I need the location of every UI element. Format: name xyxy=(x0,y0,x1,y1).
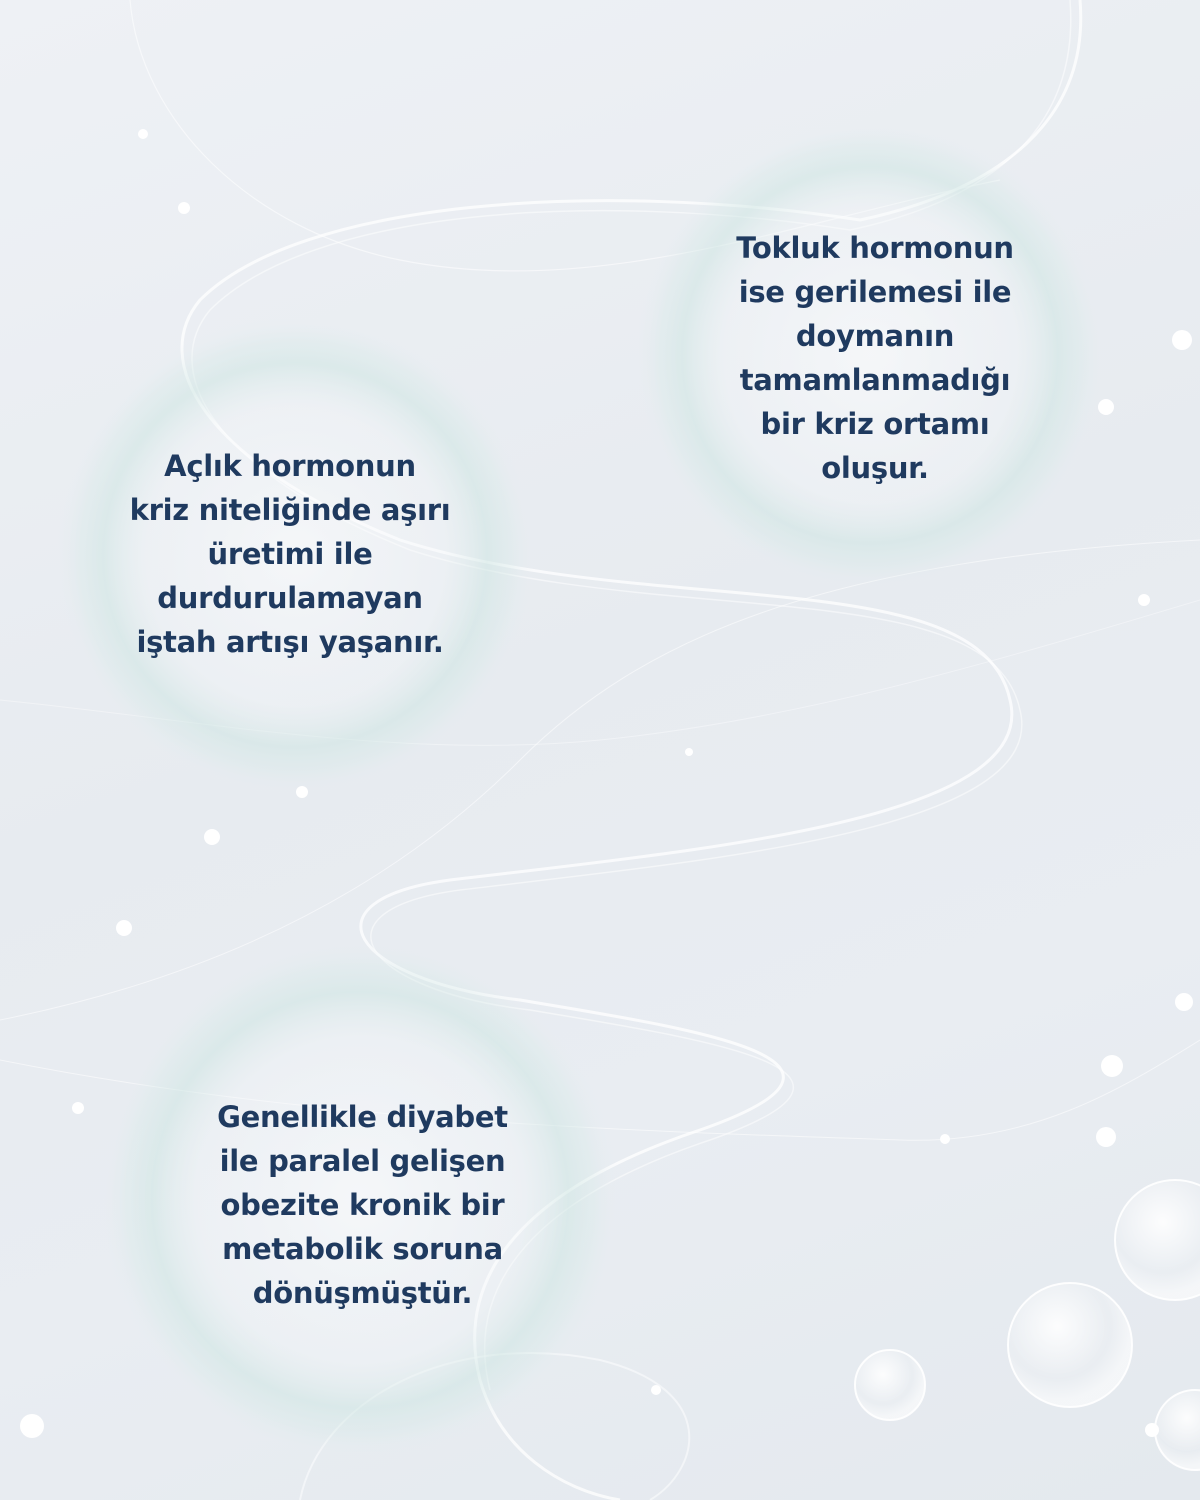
text-line: kriz niteliğinde aşırı xyxy=(129,493,451,527)
satiety-hormone-text xyxy=(690,226,1060,490)
text-line: metabolik soruna xyxy=(222,1232,503,1266)
text-line: ise gerilemesi ile xyxy=(738,275,1012,309)
text-line: iştah artışı yaşanır. xyxy=(136,625,444,659)
text-line: tamamlanmadığı xyxy=(739,363,1011,397)
text-line: Tokluk hormonun xyxy=(736,231,1014,265)
text-line: durdurulamayan xyxy=(157,581,423,615)
text-line: doymanın xyxy=(795,319,955,353)
obesity-diabetes-text xyxy=(180,1095,545,1315)
hunger-hormone-text xyxy=(90,444,490,664)
text-line: Genellikle diyabet xyxy=(217,1100,508,1134)
text-line: obezite kronik bir xyxy=(220,1188,505,1222)
text-line: bir kriz ortamı xyxy=(760,407,990,441)
text-line: ile paralel gelişen xyxy=(219,1144,506,1178)
text-line: Açlık hormonun xyxy=(164,449,416,483)
text-line: dönüşmüştür. xyxy=(252,1276,473,1310)
text-line: oluşur. xyxy=(821,451,929,485)
text-line: üretimi ile xyxy=(207,537,373,571)
